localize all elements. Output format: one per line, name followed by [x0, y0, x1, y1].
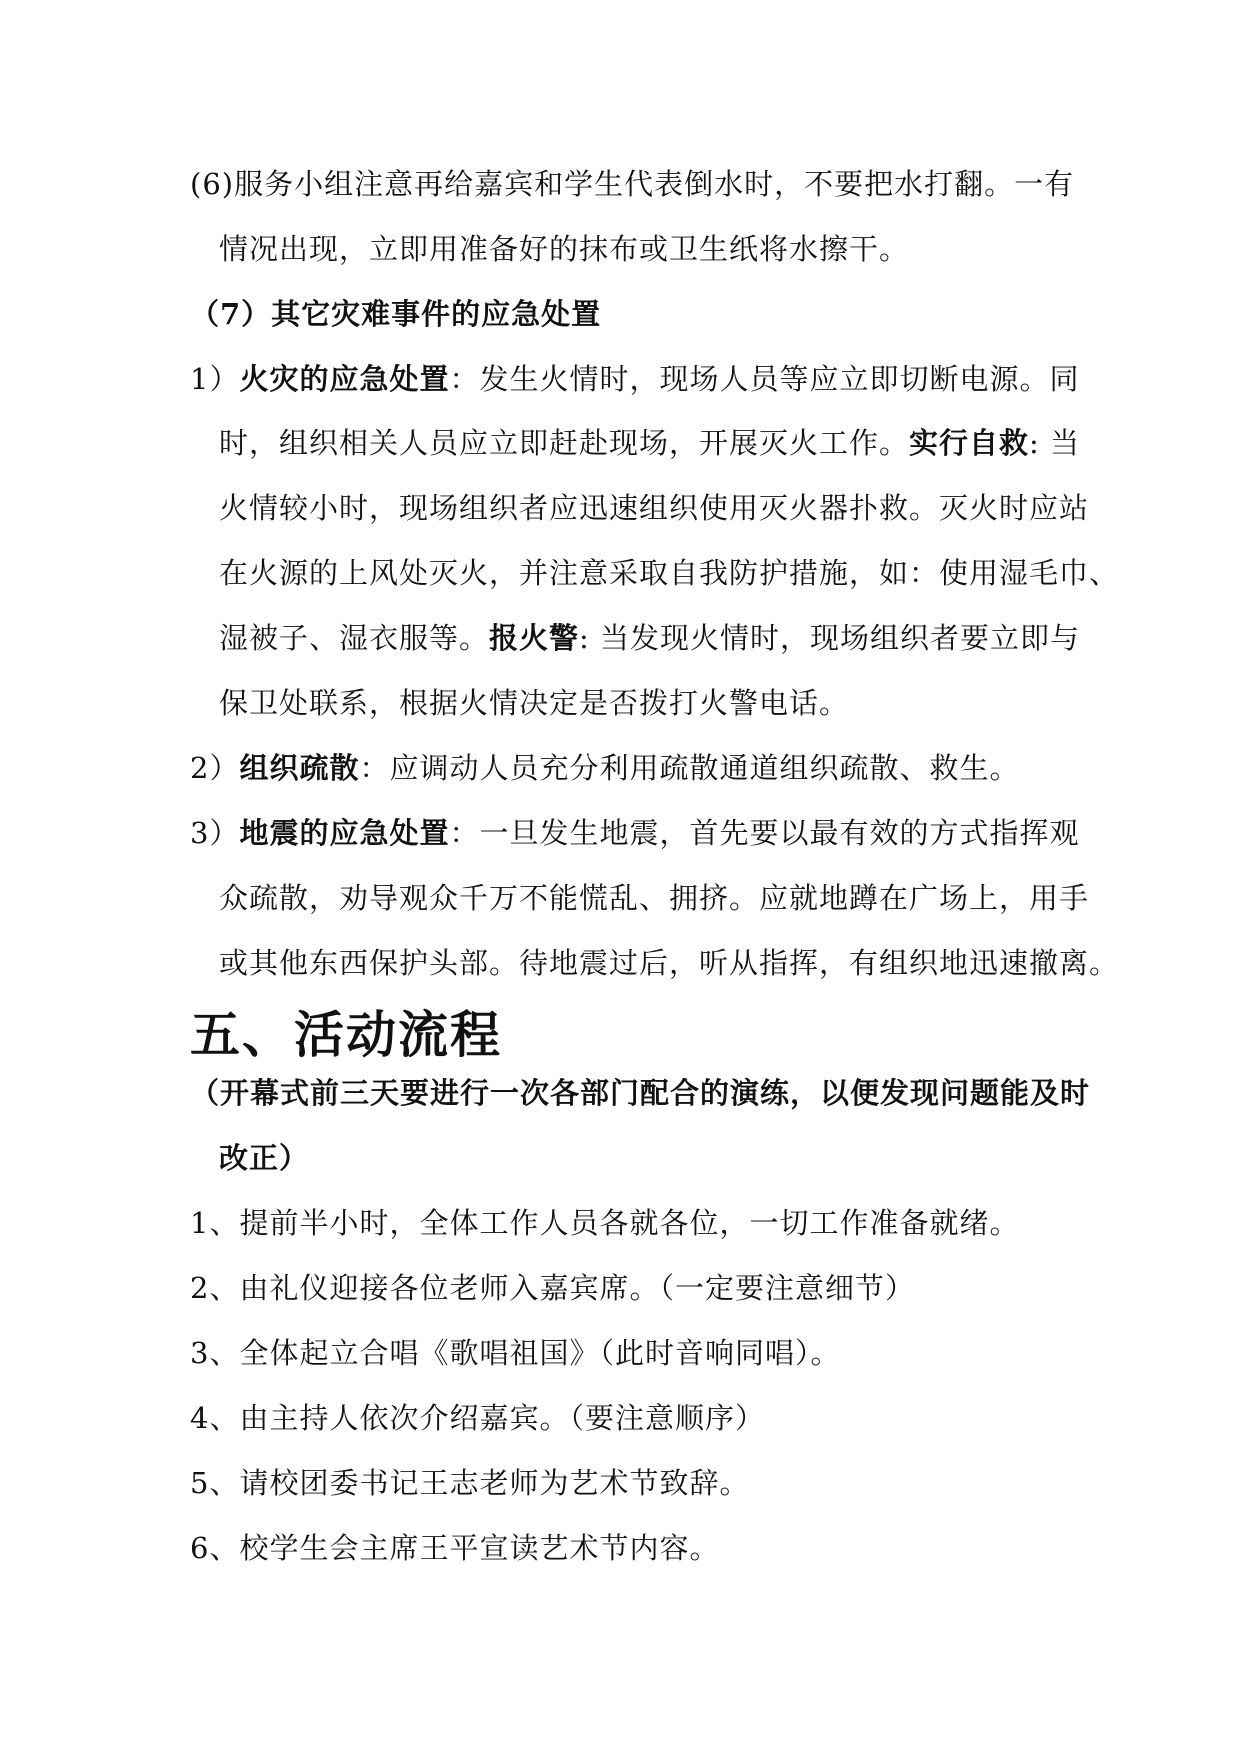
fire-line6: 保卫处联系，根据火情决定是否拨打火警电话。 [219, 686, 850, 720]
fire-line2 [219, 423, 1099, 463]
flow-note-line2: 改正） [219, 1141, 310, 1175]
flow-step-5: 5、请校团委书记王志老师为艺术节致辞。 [190, 1466, 750, 1500]
fire-line4: 在火源的上风处灭火，并注意采取自我防护措施，如：使用湿毛巾、 [219, 556, 1120, 590]
self-rescue-label: 实行自救 [909, 426, 1030, 460]
flow-note-line1: （开幕式前三天要进行一次各部门配合的演练，以便发现问题能及时 [190, 1076, 1091, 1110]
fire-line5 [219, 618, 1099, 658]
flow-step-6: 6、校学生会主席王平宣读艺术节内容。 [190, 1531, 720, 1565]
evac-line [190, 748, 1070, 788]
flow-step-4: 4、由主持人依次介绍嘉宾。（要注意顺序） [190, 1401, 765, 1435]
quake-line1 [190, 813, 1080, 853]
section-heading: 五、活动流程 [190, 1006, 502, 1064]
sec7-title: （7）其它灾难事件的应急处置 [190, 297, 602, 331]
sec6-line2: 情况出现，立即用准备好的抹布或卫生纸将水擦干。 [219, 232, 910, 266]
fire-text: 发生火情时，现场人员等应立即切断电源。同 [479, 362, 1080, 396]
evac-label: 组织疏散 [239, 751, 360, 785]
fire-alarm-label: 报火警 [489, 621, 580, 655]
fire-line2-tail: : 当 [1029, 426, 1081, 460]
quake-text: ：一旦发生地震，首先要以最有效的方式指挥观 [449, 816, 1080, 850]
quake-label: 地震的应急处置 [239, 816, 450, 850]
evac-text: ：应调动人员充分利用疏散通道组织疏散、救生。 [359, 751, 1020, 785]
fire-line1 [190, 359, 1080, 399]
quake-line2: 众疏散，劝导观众千万不能慌乱、拥挤。应就地蹲在广场上，用手 [219, 881, 1090, 915]
evac-number: 2） [190, 751, 240, 785]
quake-number: 3） [190, 816, 240, 850]
fire-number: 1） [190, 362, 240, 396]
fire-line5-text: 湿被子、湿衣服等。 [219, 621, 490, 655]
fire-label: 火灾的应急处置 [239, 362, 450, 396]
quake-line3: 或其他东西保护头部。待地震过后，听从指挥，有组织地迅速撤离。 [219, 946, 1120, 980]
sec6-line1: (6)服务小组注意再给嘉宾和学生代表倒水时，不要把水打翻。一有 [190, 167, 1075, 201]
flow-step-2: 2、由礼仪迎接各位老师入嘉宾席。（一定要注意细节） [190, 1271, 915, 1305]
fire-line5-tail: : 当发现火情时，现场组织者要立即与 [579, 621, 1081, 655]
flow-step-1: 1、提前半小时，全体工作人员各就各位，一切工作准备就绪。 [190, 1206, 1020, 1240]
fire-line2-text: 时，组织相关人员应立即赶赴现场，开展灭火工作。 [219, 426, 910, 460]
fire-colon: ： [449, 362, 480, 396]
flow-step-3: 3、全体起立合唱《歌唱祖国》（此时音响同唱）。 [190, 1336, 841, 1370]
fire-line3: 火情较小时，现场组织者应迅速组织使用灭火器扑救。灭火时应站 [219, 491, 1090, 525]
